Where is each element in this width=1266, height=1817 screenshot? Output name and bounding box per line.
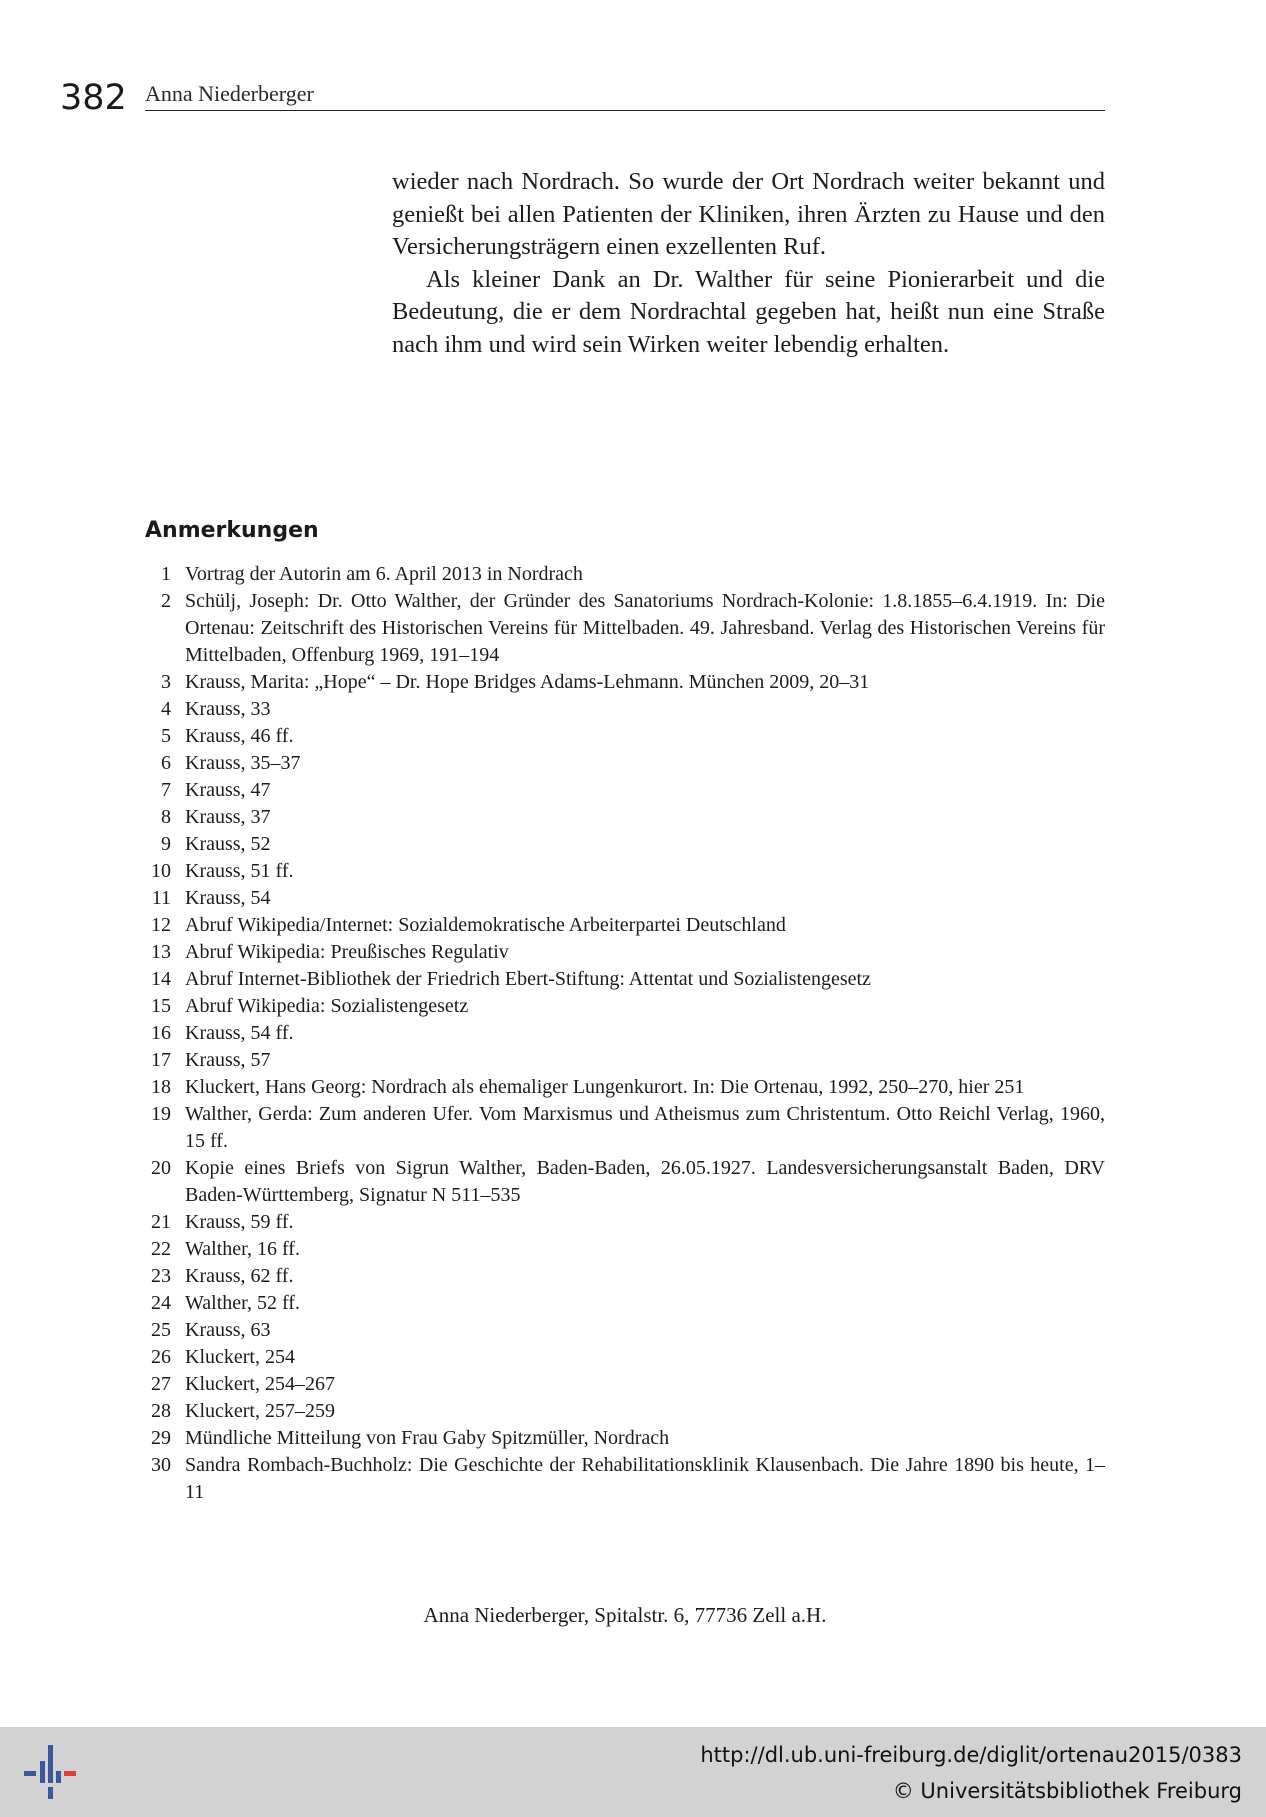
note-number: 13 bbox=[151, 941, 171, 963]
body-text bbox=[392, 166, 1105, 361]
note-item bbox=[145, 1452, 1105, 1506]
note-number: 12 bbox=[151, 914, 171, 936]
note-item bbox=[145, 1317, 1105, 1344]
note-number: 27 bbox=[151, 1373, 171, 1395]
note-number: 16 bbox=[151, 1022, 171, 1044]
note-number: 24 bbox=[151, 1292, 171, 1314]
note-item bbox=[145, 1425, 1105, 1452]
note-text: Sandra Rombach-Buchholz: Die Geschichte der Rehabilitationsklinik Klausenbach. Die Jahre 1890 bis heute, 1–11 bbox=[185, 1454, 1105, 1503]
note-item bbox=[145, 858, 1105, 885]
note-number: 6 bbox=[161, 752, 171, 774]
note-number: 2 bbox=[161, 590, 171, 612]
note-item bbox=[145, 831, 1105, 858]
note-text: Krauss, 46 ff. bbox=[185, 725, 294, 747]
note-item bbox=[145, 1344, 1105, 1371]
note-number: 21 bbox=[151, 1211, 171, 1233]
header-rule bbox=[145, 110, 1105, 111]
source-url-link[interactable]: http://dl.ub.uni-freiburg.de/diglit/ortenau2015/0383 bbox=[700, 1743, 1242, 1767]
note-text: Walther, 16 ff. bbox=[185, 1238, 300, 1260]
note-number: 29 bbox=[151, 1427, 171, 1449]
note-number: 14 bbox=[151, 968, 171, 990]
note-number: 11 bbox=[151, 887, 171, 909]
note-number: 7 bbox=[161, 779, 171, 801]
note-number: 19 bbox=[151, 1103, 171, 1125]
note-text: Krauss, 51 ff. bbox=[185, 860, 294, 882]
note-item bbox=[145, 912, 1105, 939]
note-text: Krauss, 54 bbox=[185, 887, 271, 909]
ub-freiburg-logo-icon[interactable] bbox=[18, 1741, 80, 1803]
note-item bbox=[145, 804, 1105, 831]
note-item bbox=[145, 723, 1105, 750]
note-number: 30 bbox=[151, 1454, 171, 1476]
note-item bbox=[145, 885, 1105, 912]
page-number: 382 bbox=[60, 78, 127, 118]
note-text: Krauss, 59 ff. bbox=[185, 1211, 294, 1233]
note-number: 26 bbox=[151, 1346, 171, 1368]
note-number: 18 bbox=[151, 1076, 171, 1098]
note-item bbox=[145, 777, 1105, 804]
note-item bbox=[145, 1047, 1105, 1074]
note-number: 9 bbox=[161, 833, 171, 855]
note-text: Krauss, 52 bbox=[185, 833, 271, 855]
note-text: Kopie eines Briefs von Sigrun Walther, Baden-Baden, 26.05.1927. Landesversicherungsanstalt Baden, DRV Baden-Württemberg, Signatur N 511–535 bbox=[185, 1157, 1105, 1206]
note-number: 1 bbox=[161, 563, 171, 585]
note-item bbox=[145, 1290, 1105, 1317]
note-text: Kluckert, 254–267 bbox=[185, 1373, 335, 1395]
note-number: 10 bbox=[151, 860, 171, 882]
running-head-author: Anna Niederberger bbox=[145, 81, 314, 106]
note-number: 4 bbox=[161, 698, 171, 720]
note-item bbox=[145, 1371, 1105, 1398]
notes-heading: Anmerkungen bbox=[145, 518, 319, 543]
note-item bbox=[145, 1101, 1105, 1155]
copyright-notice: © Universitätsbibliothek Freiburg bbox=[892, 1779, 1242, 1803]
note-item bbox=[145, 669, 1105, 696]
note-item bbox=[145, 939, 1105, 966]
notes-list bbox=[145, 561, 1105, 1506]
body-paragraph: wieder nach Nordrach. So wurde der Ort Nordrach weiter bekannt und genießt bei allen Patienten der Kliniken, ihren Ärzten zu Hause und den Versicherungsträgern einen exzellenten Ruf. bbox=[392, 168, 1105, 260]
note-number: 20 bbox=[151, 1157, 171, 1179]
note-text: Schülj, Joseph: Dr. Otto Walther, der Gründer des Sanatoriums Nordrach-Kolonie: 1.8.1855–6.4.1919. In: Die Ortenau: Zeitschrift des Historischen Vereins für Mittelbaden. 49. Jahresband. Verlag des Historischen Vereins für Mittelbaden, Offenburg 1969, 191–194 bbox=[185, 590, 1105, 666]
note-item bbox=[145, 1263, 1105, 1290]
note-number: 23 bbox=[151, 1265, 171, 1287]
note-item bbox=[145, 561, 1105, 588]
note-text: Krauss, 54 ff. bbox=[185, 1022, 294, 1044]
note-text: Krauss, 57 bbox=[185, 1049, 271, 1071]
note-number: 17 bbox=[151, 1049, 171, 1071]
note-text: Kluckert, 254 bbox=[185, 1346, 295, 1368]
note-item bbox=[145, 750, 1105, 777]
note-item bbox=[145, 1236, 1105, 1263]
note-number: 15 bbox=[151, 995, 171, 1017]
note-number: 25 bbox=[151, 1319, 171, 1341]
note-item bbox=[145, 966, 1105, 993]
note-text: Abruf Internet-Bibliothek der Friedrich Ebert-Stiftung: Attentat und Sozialistengesetz bbox=[185, 968, 871, 990]
note-text: Krauss, 47 bbox=[185, 779, 271, 801]
note-item bbox=[145, 1209, 1105, 1236]
author-address: Anna Niederberger, Spitalstr. 6, 77736 Zell a.H. bbox=[423, 1603, 827, 1627]
note-item bbox=[145, 1398, 1105, 1425]
note-text: Kluckert, Hans Georg: Nordrach als ehemaliger Lungenkurort. In: Die Ortenau, 1992, 250–270, hier 251 bbox=[185, 1076, 1025, 1098]
note-text: Mündliche Mitteilung von Frau Gaby Spitzmüller, Nordrach bbox=[185, 1427, 670, 1449]
body-paragraph: Als kleiner Dank an Dr. Walther für seine Pionierarbeit und die Bedeutung, die er dem Nordrachtal gegeben hat, heißt nun eine Straße nach ihm und wird sein Wirken weiter lebendig erhalten. bbox=[392, 265, 1105, 358]
note-item bbox=[145, 1155, 1105, 1209]
note-item bbox=[145, 696, 1105, 723]
note-text: Krauss, 35–37 bbox=[185, 752, 301, 774]
note-text: Abruf Wikipedia: Sozialistengesetz bbox=[185, 995, 469, 1017]
note-number: 22 bbox=[151, 1238, 171, 1260]
note-item bbox=[145, 1020, 1105, 1047]
note-text: Abruf Wikipedia/Internet: Sozialdemokratische Arbeiterpartei Deutschland bbox=[185, 914, 786, 936]
note-text: Abruf Wikipedia: Preußisches Regulativ bbox=[185, 941, 509, 963]
note-item bbox=[145, 993, 1105, 1020]
note-text: Krauss, 33 bbox=[185, 698, 271, 720]
note-text: Kluckert, 257–259 bbox=[185, 1400, 335, 1422]
note-number: 5 bbox=[161, 725, 171, 747]
note-number: 28 bbox=[151, 1400, 171, 1422]
note-text: Krauss, Marita: „Hope“ – Dr. Hope Bridges Adams-Lehmann. München 2009, 20–31 bbox=[185, 671, 870, 693]
footer-bar bbox=[0, 1727, 1266, 1817]
note-item bbox=[145, 1074, 1105, 1101]
note-number: 8 bbox=[161, 806, 171, 828]
note-text: Walther, 52 ff. bbox=[185, 1292, 300, 1314]
note-text: Krauss, 63 bbox=[185, 1319, 271, 1341]
note-text: Vortrag der Autorin am 6. April 2013 in Nordrach bbox=[185, 563, 583, 585]
note-text: Krauss, 62 ff. bbox=[185, 1265, 294, 1287]
note-text: Walther, Gerda: Zum anderen Ufer. Vom Marxismus und Atheismus zum Christentum. Otto Reichl Verlag, 1960, 15 ff. bbox=[185, 1103, 1105, 1152]
note-item bbox=[145, 588, 1105, 669]
note-text: Krauss, 37 bbox=[185, 806, 271, 828]
note-number: 3 bbox=[161, 671, 171, 693]
